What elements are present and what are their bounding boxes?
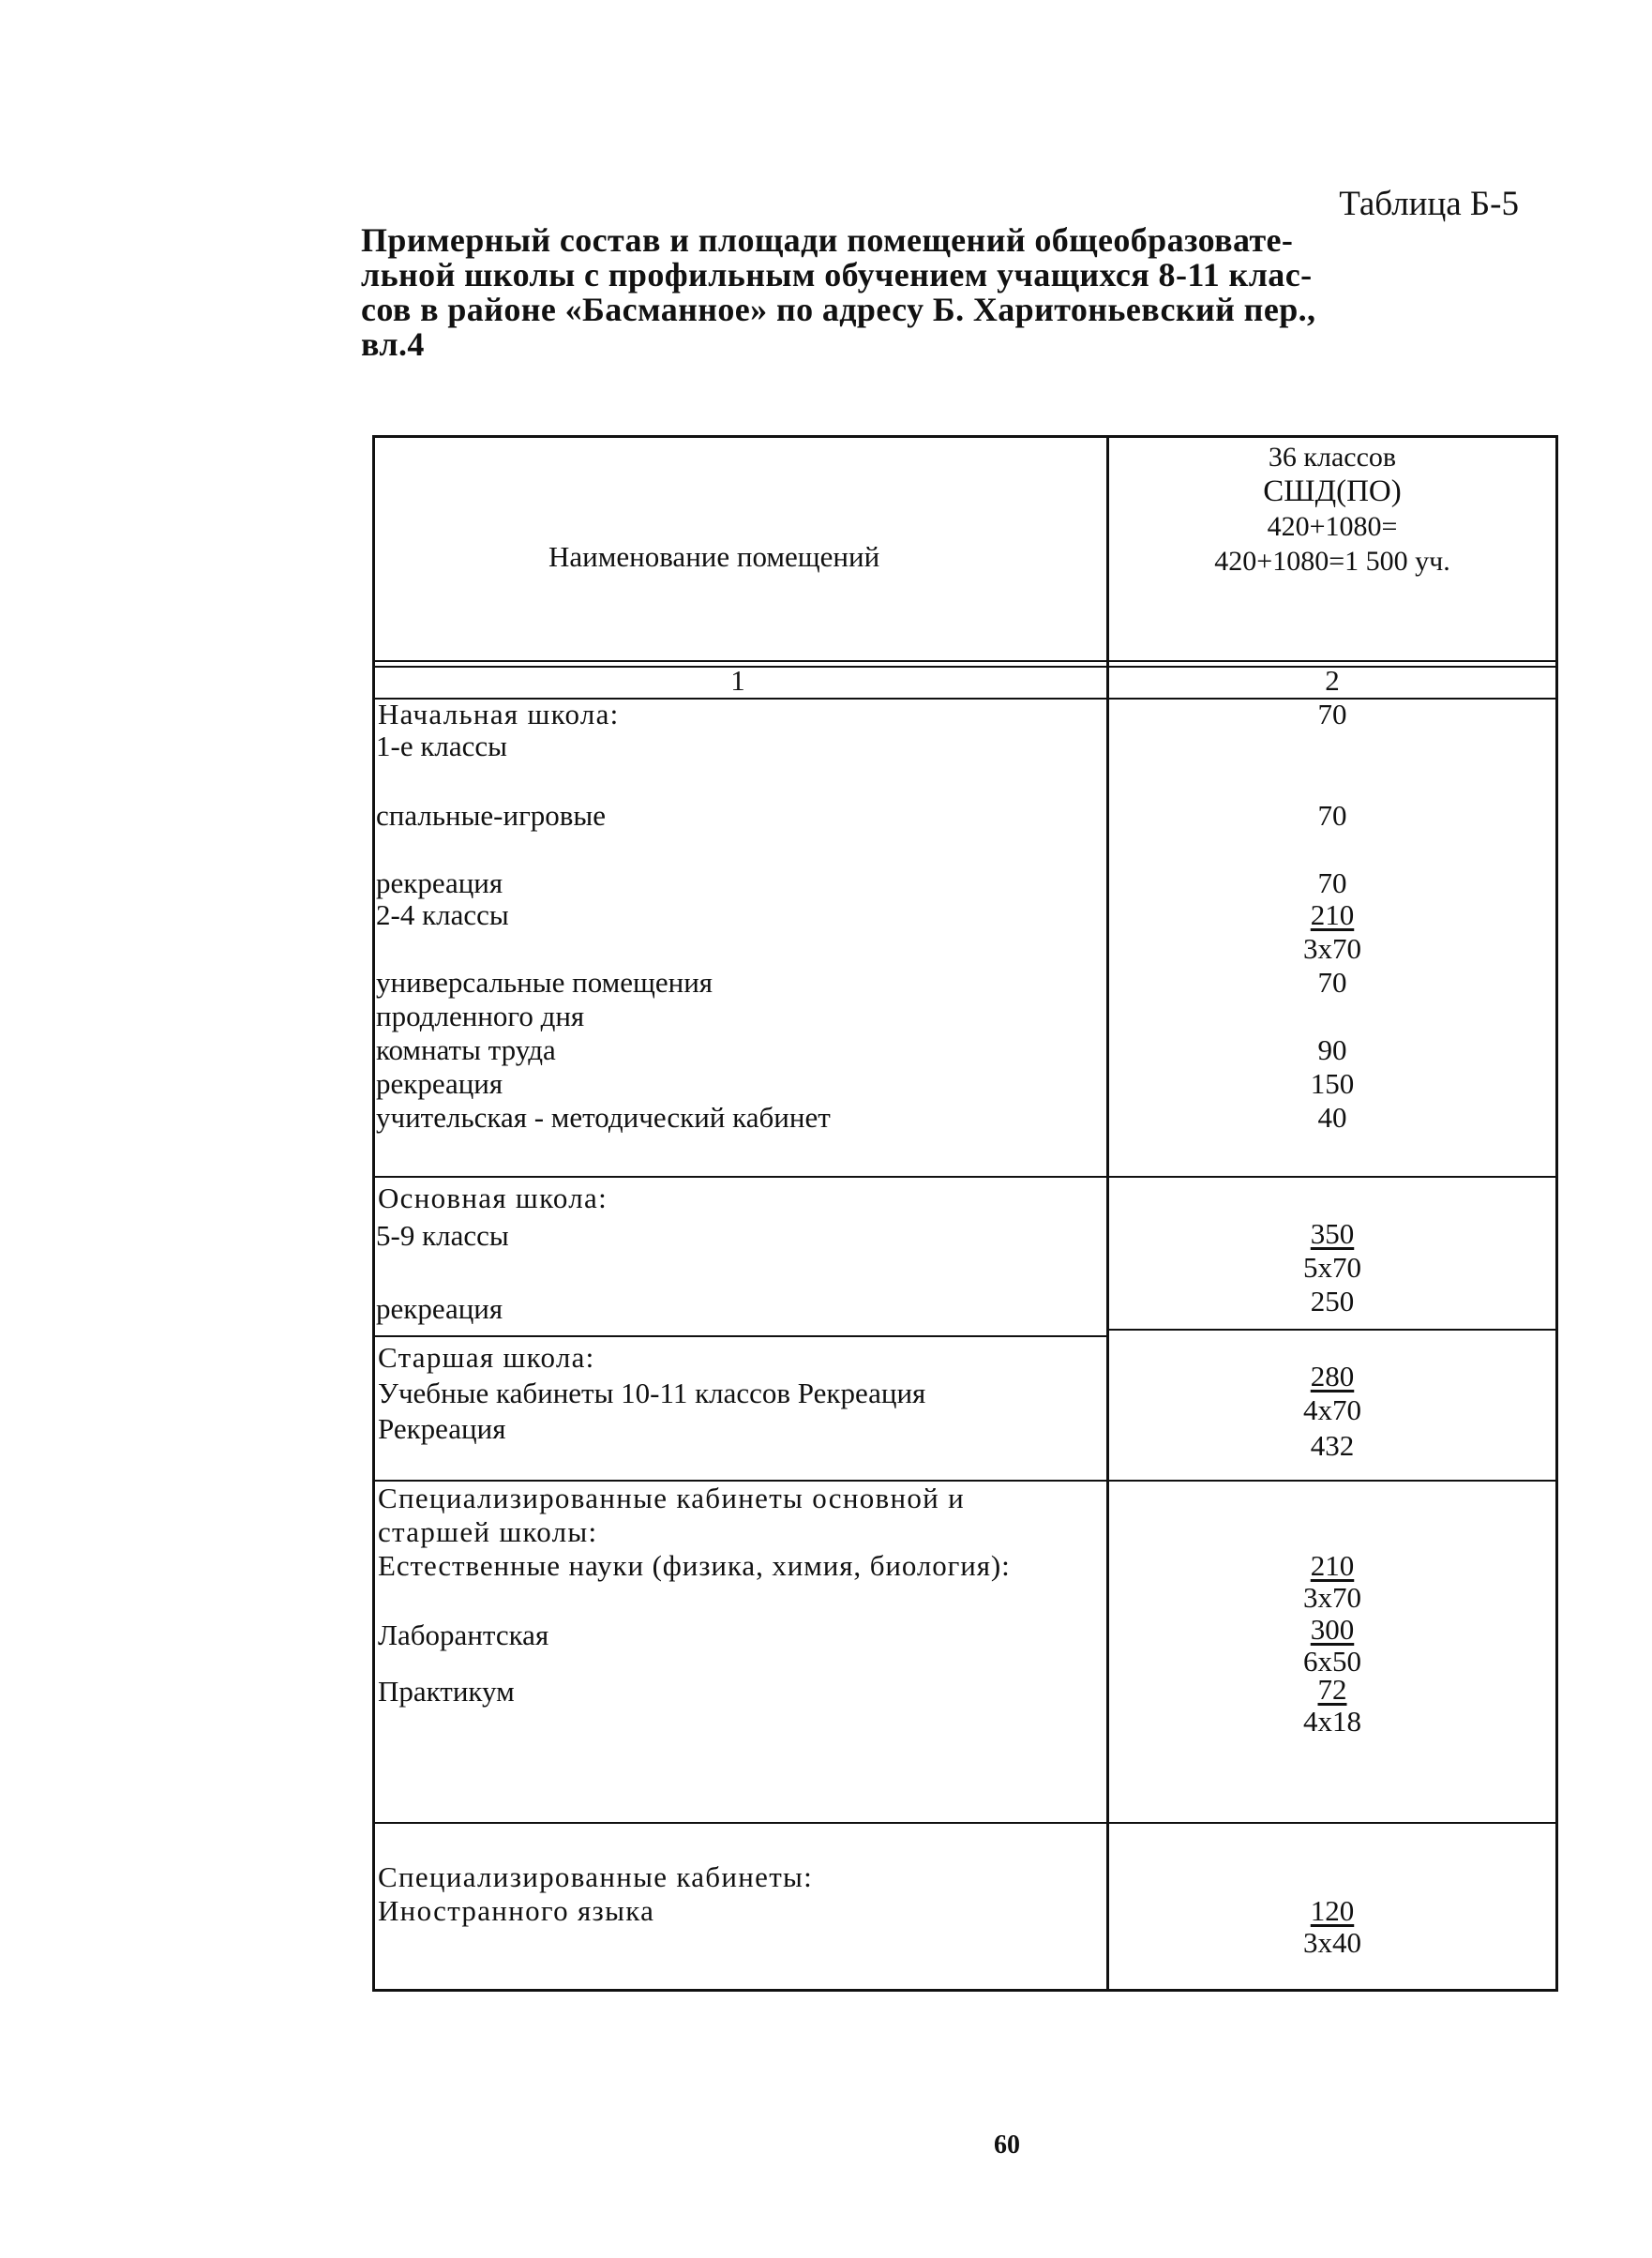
section-rule-basic [372, 1176, 1558, 1178]
section-heading-languages: Специализированные кабинеты: [378, 1860, 814, 1893]
primary-row-8: учительская - методический кабинет [376, 1101, 831, 1134]
primary-row-5-cont: продленного дня [376, 1000, 585, 1032]
section-heading-basic: Основная школа: [378, 1182, 608, 1214]
specialized-detail-3: 4х18 [1303, 1705, 1361, 1738]
primary-row-4: 2-4 классы [376, 898, 509, 931]
specialized-row-3: Практикум [378, 1675, 515, 1708]
section-rule-senior-left [372, 1335, 1108, 1337]
section-heading-senior: Старшая школа: [378, 1341, 595, 1374]
title-line-3: сов в районе «Басманное» по адресу Б. Харитоньевский пер., [361, 291, 1316, 328]
basic-row-2: рекреация [376, 1292, 503, 1325]
specialized-detail-1: 3х70 [1303, 1581, 1361, 1614]
senior-detail-1: 4х70 [1303, 1393, 1361, 1426]
primary-value-1: 70 [1317, 698, 1347, 730]
basic-row-1: 5-9 классы [376, 1219, 509, 1252]
table-label: Таблица Б-5 [1339, 185, 1519, 223]
capacity-line-1: 36 классов [1268, 442, 1397, 473]
column-number-1: 1 [730, 664, 745, 697]
specialized-row-2: Лаборантская [378, 1618, 549, 1651]
table-border-top [372, 435, 1558, 438]
specialized-value-1: 210 [1310, 1549, 1355, 1582]
primary-row-3: рекреация [376, 866, 503, 899]
header-rule-1 [372, 660, 1558, 662]
basic-value-2: 250 [1310, 1285, 1355, 1317]
section-heading-specialized-cont: старшей школы: [378, 1515, 598, 1548]
title-line-4: вл.4 [361, 325, 425, 363]
primary-row-1: 1-е классы [376, 730, 507, 762]
primary-value-5: 70 [1317, 966, 1347, 999]
primary-row-2: спальные-игровые [376, 799, 607, 832]
title-line-1: Примерный состав и площади помещений общеобразовате- [361, 221, 1294, 259]
senior-row-2: Рекреация [378, 1412, 506, 1445]
table-border-right [1555, 435, 1558, 1992]
column-number-2: 2 [1325, 664, 1340, 697]
table-border-bottom [372, 1989, 1558, 1992]
primary-value-4: 210 [1310, 898, 1355, 931]
column-divider [1106, 435, 1109, 1992]
specialized-value-2: 300 [1310, 1613, 1355, 1646]
languages-detail-1: 3х40 [1303, 1926, 1361, 1959]
column-header-name: Наименование помещений [548, 540, 880, 573]
senior-value-2: 432 [1310, 1429, 1355, 1462]
rooms-table [372, 435, 1558, 1992]
basic-value-1: 350 [1310, 1217, 1355, 1250]
primary-row-7: рекреация [376, 1067, 503, 1100]
specialized-row-1: Естественные науки (физика, химия, биология): [378, 1549, 1011, 1582]
section-heading-specialized: Специализированные кабинеты основной и [378, 1482, 966, 1514]
primary-value-3: 70 [1317, 866, 1347, 899]
specialized-detail-2: 6х50 [1303, 1645, 1361, 1678]
column-header-capacity [1145, 440, 1520, 579]
document-title [361, 223, 1524, 362]
capacity-line-2: СШД(ПО) [1263, 474, 1402, 508]
languages-row-1: Иностранного языка [378, 1894, 655, 1927]
primary-value-6: 90 [1317, 1033, 1347, 1066]
section-heading-primary: Начальная школа: [378, 698, 620, 730]
senior-row-1: Учебные кабинеты 10-11 классов Рекреация [378, 1377, 926, 1409]
specialized-value-3: 72 [1317, 1673, 1347, 1706]
section-rule-senior-right [1108, 1329, 1558, 1331]
basic-detail-1: 5х70 [1303, 1251, 1361, 1284]
primary-detail-4: 3х70 [1303, 932, 1361, 965]
primary-row-5: универсальные помещения [376, 966, 713, 999]
primary-value-8: 40 [1317, 1101, 1347, 1134]
section-rule-languages [372, 1822, 1558, 1824]
primary-row-6: комнаты труда [376, 1033, 556, 1066]
title-line-2: льной школы с профильным обучением учащихся 8-11 клас- [361, 256, 1313, 294]
senior-value-1: 280 [1310, 1360, 1355, 1392]
table-border-left [372, 435, 375, 1992]
capacity-line-4: 420+1080=1 500 уч. [1214, 546, 1450, 577]
page-number: 60 [994, 2130, 1020, 2160]
primary-value-2: 70 [1317, 799, 1347, 832]
capacity-line-3: 420+1080= [1267, 511, 1398, 542]
primary-value-7: 150 [1310, 1067, 1355, 1100]
languages-value-1: 120 [1310, 1894, 1355, 1927]
